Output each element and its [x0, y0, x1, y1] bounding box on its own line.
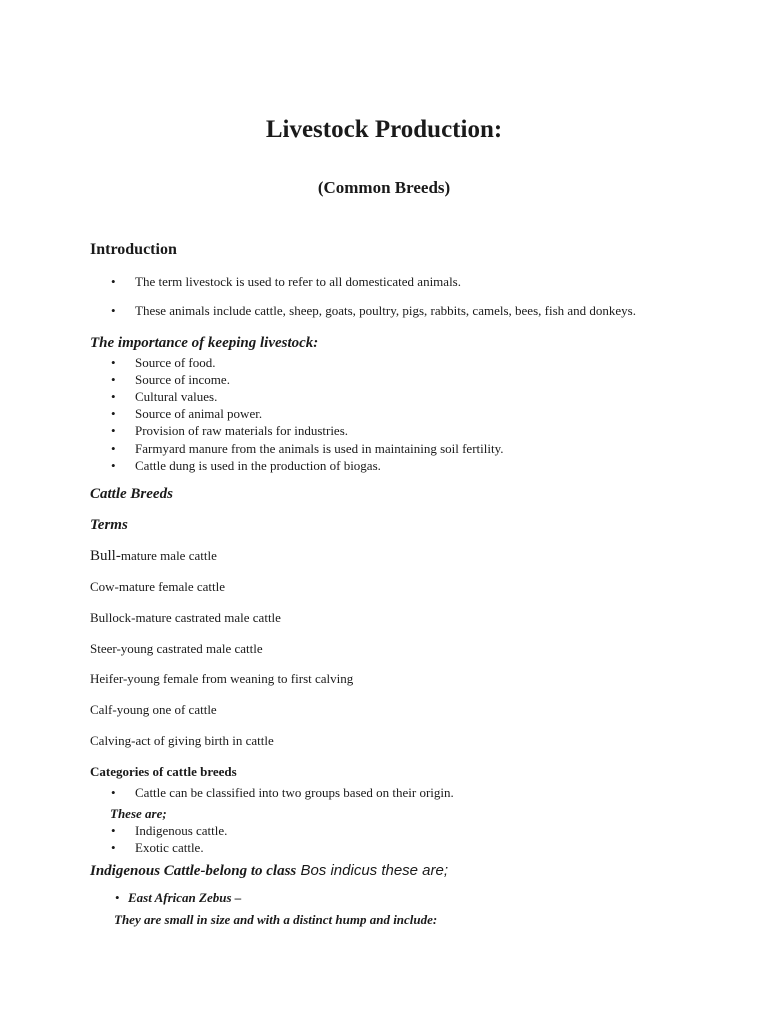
indigenous-cattle-bold: Indigenous Cattle-belong to class — [90, 863, 297, 879]
term-bull — [90, 548, 217, 565]
terms-heading: Terms — [90, 517, 128, 533]
list-item-text: These animals include cattle, sheep, goats, poultry, pigs, rabbits, camels, bees, fish and donkeys. — [135, 303, 636, 318]
bullet-icon: • — [111, 840, 116, 855]
bullet-icon: • — [111, 303, 116, 318]
indigenous-cattle-class: Bos indicus these are; — [296, 862, 449, 879]
term-line: Cow-mature female cattle — [90, 579, 225, 594]
importance-heading: The importance of keeping livestock: — [90, 335, 319, 351]
term-line: Calving-act of giving birth in cattle — [90, 733, 274, 748]
term-line: Calf-young one of cattle — [90, 702, 217, 717]
term-bull-definition: mature male cattle — [120, 548, 217, 563]
cattle-breeds-heading: Cattle Breeds — [90, 486, 173, 502]
bullet-icon: • — [115, 890, 120, 905]
list-item-text: Cattle can be classified into two groups based on their origin. — [135, 785, 454, 800]
bullet-icon: • — [111, 406, 116, 421]
term-line: Bullock-mature castrated male cattle — [90, 610, 281, 625]
list-item-text: Source of animal power. — [135, 406, 263, 421]
term-line: Heifer-young female from weaning to first calving — [90, 671, 354, 686]
list-item-text: Cattle dung is used in the production of biogas. — [135, 458, 381, 473]
bullet-icon: • — [111, 372, 116, 387]
term-line: Steer-young castrated male cattle — [90, 641, 263, 656]
list-item-text: The term livestock is used to refer to all domesticated animals. — [135, 274, 461, 289]
page-subtitle: (Common Breeds) — [317, 178, 451, 197]
list-item-text: Cultural values. — [135, 389, 218, 404]
bullet-icon: • — [111, 823, 116, 838]
categories-heading: Categories of cattle breeds — [90, 764, 237, 779]
list-item-text: Farmyard manure from the animals is used in maintaining soil fertility. — [135, 441, 504, 456]
bullet-icon: • — [111, 274, 116, 289]
zebu-description: They are small in size and with a distinct hump and include: — [114, 912, 438, 927]
bullet-icon: • — [111, 785, 116, 800]
list-item-text: East African Zebus – — [128, 890, 242, 905]
list-item-text: Source of food. — [135, 355, 216, 370]
introduction-heading: Introduction — [90, 241, 177, 258]
term-bull-label: Bull- — [90, 548, 121, 564]
bullet-icon: • — [111, 389, 116, 404]
list-item-text: Source of income. — [135, 372, 230, 387]
page-title: Livestock Production: — [265, 116, 503, 143]
indigenous-cattle-heading — [90, 862, 448, 880]
list-item-text: Indigenous cattle. — [135, 823, 228, 838]
these-are-label: These are; — [110, 806, 167, 821]
bullet-icon: • — [111, 441, 116, 456]
bullet-icon: • — [111, 355, 116, 370]
bullet-icon: • — [111, 423, 116, 438]
bullet-icon: • — [111, 458, 116, 473]
list-item-text: Provision of raw materials for industries. — [135, 423, 349, 438]
list-item-text: Exotic cattle. — [135, 840, 204, 855]
